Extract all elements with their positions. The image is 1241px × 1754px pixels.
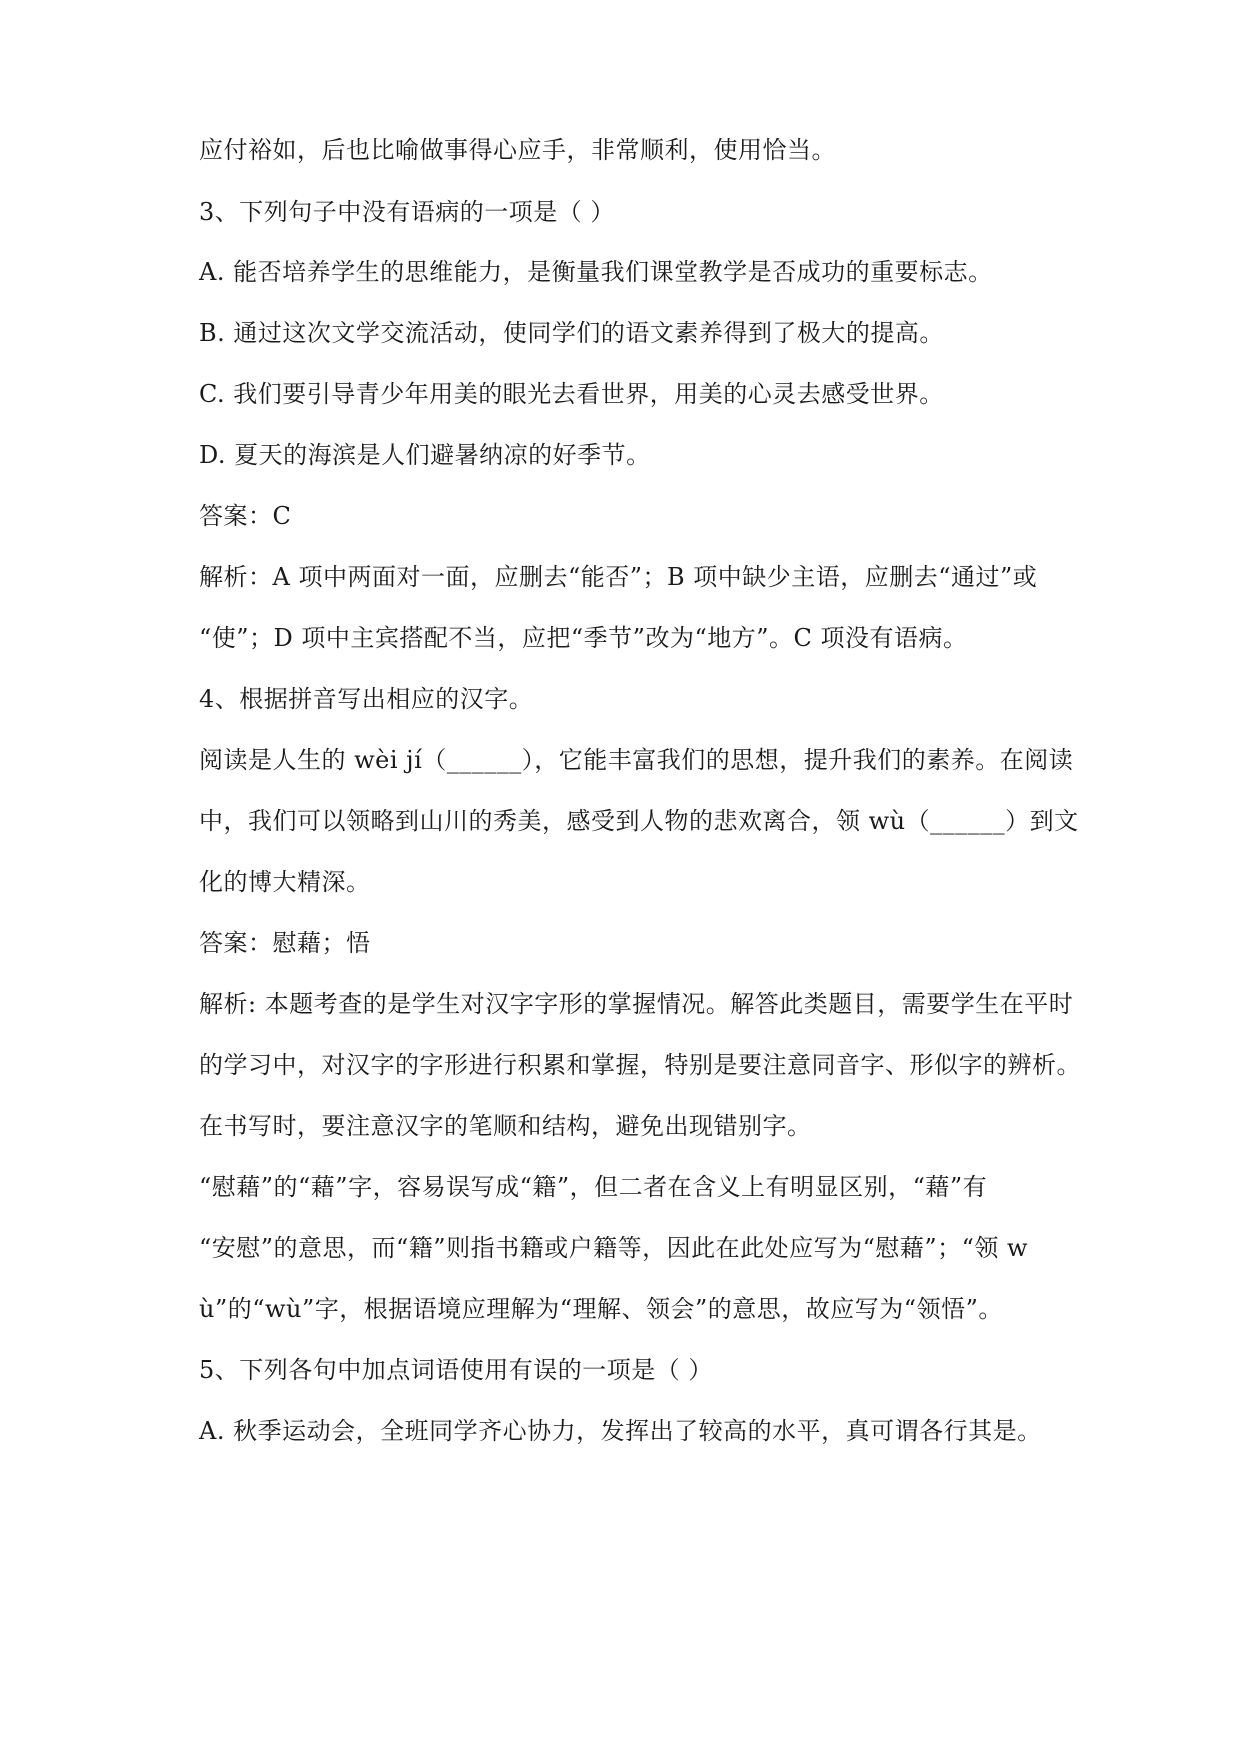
question-3-analysis-line-2: “使”；D 项中主宾搭配不当，应把“季节”改为“地方”。C 项没有语病。: [199, 624, 968, 652]
question-3-analysis-line-1: 解析：A 项中两面对一面，应删去“能否”；B 项中缺少主语，应删去“通过”或: [199, 563, 1038, 591]
question-3-option-b: B. 通过这次文学交流活动，使同学们的语文素养得到了极大的提高。: [199, 319, 944, 347]
question-3-option-d: D. 夏天的海滨是人们避暑纳凉的好季节。: [199, 441, 651, 469]
question-3-option-c: C. 我们要引导青少年用美的眼光去看世界，用美的心灵去感受世界。: [199, 380, 944, 408]
question-3-stem: 3、下列句子中没有语病的一项是（ ）: [199, 198, 615, 226]
question-4-analysis-line-6: ù”的“wù”字，根据语境应理解为“理解、领会”的意思，故应写为“领悟”。: [199, 1295, 1003, 1323]
question-4-analysis-line-3: 在书写时，要注意汉字的笔顺和结构，避免出现错别字。: [199, 1112, 812, 1140]
question-4-passage-line-1: 阅读是人生的 wèi jí（______），它能丰富我们的思想，提升我们的素养。在阅读: [199, 746, 1074, 774]
question-4-answer: 答案：慰藉；悟: [199, 929, 371, 957]
question-4-passage-line-3: 化的博大精深。: [199, 868, 371, 896]
question-4-stem: 4、根据拼音写出相应的汉字。: [199, 685, 534, 713]
question-5-stem: 5、下列各句中加点词语使用有误的一项是（ ）: [199, 1356, 713, 1384]
question-5-option-a: A. 秋季运动会，全班同学齐心协力，发挥出了较高的水平，真可谓各行其是。: [199, 1417, 1042, 1445]
question-4-analysis-line-4: “慰藉”的“藉”字，容易误写成“籍”，但二者在含义上有明显区别，“藉”有: [199, 1173, 988, 1201]
question-4-passage-line-2: 中，我们可以领略到山川的秀美，感受到人物的悲欢离合，领 wù（______）到文: [199, 807, 1079, 835]
question-4-analysis-line-5: “安慰”的意思，而“籍”则指书籍或户籍等，因此在此处应写为“慰藉”；“领 w: [199, 1234, 1029, 1262]
question-4-analysis-line-2: 的学习中，对汉字的字形进行积累和掌握，特别是要注意同音字、形似字的辨析。: [199, 1051, 1081, 1079]
question-3-option-a: A. 能否培养学生的思维能力，是衡量我们课堂教学是否成功的重要标志。: [199, 258, 993, 286]
question-3-answer: 答案：C: [199, 502, 292, 530]
question-4-analysis-line-1: 解析: 本题考查的是学生对汉字字形的掌握情况。解答此类题目，需要学生在平时: [199, 990, 1074, 1018]
text-line-1: 应付裕如，后也比喻做事得心应手，非常顺利，使用恰当。: [199, 136, 836, 164]
